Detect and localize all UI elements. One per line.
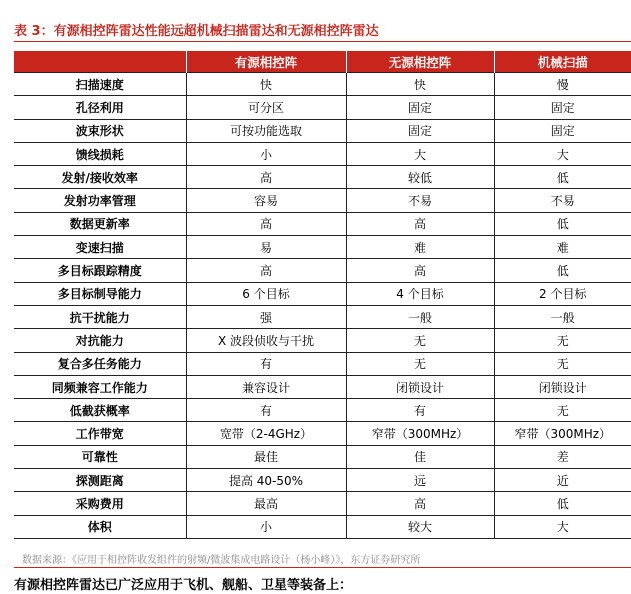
row-label: 可靠性	[14, 445, 186, 468]
cell-passive-array: 无	[346, 352, 494, 375]
table-row	[14, 212, 631, 235]
table-row	[14, 142, 631, 165]
cell-mechanical-scan: 不易	[494, 189, 631, 212]
caption-divider	[14, 41, 631, 42]
row-label: 采购费用	[14, 492, 186, 515]
table-row	[14, 119, 631, 142]
table-row	[14, 329, 631, 352]
cell-mechanical-scan: 2 个目标	[494, 282, 631, 305]
comparison-table	[14, 51, 631, 539]
table-row	[14, 189, 631, 212]
cell-passive-array: 无	[346, 329, 494, 352]
table-row	[14, 259, 631, 282]
cell-passive-array: 固定	[346, 119, 494, 142]
row-label: 多目标制导能力	[14, 282, 186, 305]
table-row	[14, 422, 631, 445]
table-header-row	[14, 51, 631, 73]
cell-passive-array: 较低	[346, 166, 494, 189]
cell-active-array: 最高	[186, 492, 346, 515]
row-label: 工作带宽	[14, 422, 186, 445]
header-cell-mechanical-scan: 机械扫描	[494, 51, 631, 73]
table-row	[14, 445, 631, 468]
cell-active-array: 快	[186, 73, 346, 96]
table-row	[14, 375, 631, 398]
table-row	[14, 96, 631, 119]
table-row	[14, 352, 631, 375]
cell-active-array: 高	[186, 259, 346, 282]
cell-active-array: 可分区	[186, 96, 346, 119]
cell-active-array: 有	[186, 352, 346, 375]
table-caption: 表 3：有源相控阵雷达性能远超机械扫描雷达和无源相控阵雷达	[14, 24, 379, 39]
row-label: 同频兼容工作能力	[14, 375, 186, 398]
row-label: 复合多任务能力	[14, 352, 186, 375]
cell-mechanical-scan: 近	[494, 469, 631, 492]
cell-active-array: X 波段侦收与干扰	[186, 329, 346, 352]
row-label: 变速扫描	[14, 236, 186, 259]
cell-active-array: 高	[186, 212, 346, 235]
row-label: 数据更新率	[14, 212, 186, 235]
cell-passive-array: 佳	[346, 445, 494, 468]
cell-mechanical-scan: 固定	[494, 119, 631, 142]
table-row	[14, 73, 631, 96]
cell-mechanical-scan: 慢	[494, 73, 631, 96]
row-label: 发射功率管理	[14, 189, 186, 212]
cell-passive-array: 高	[346, 492, 494, 515]
cell-mechanical-scan: 低	[494, 212, 631, 235]
cell-passive-array: 固定	[346, 96, 494, 119]
cell-mechanical-scan: 低	[494, 166, 631, 189]
row-label: 波束形状	[14, 119, 186, 142]
cell-active-array: 小	[186, 142, 346, 165]
table-row	[14, 399, 631, 422]
cell-mechanical-scan: 大	[494, 515, 631, 538]
source-divider	[14, 567, 631, 568]
table-row	[14, 515, 631, 538]
table-row	[14, 492, 631, 515]
cell-active-array: 有	[186, 399, 346, 422]
cell-active-array: 高	[186, 166, 346, 189]
row-label: 扫描速度	[14, 73, 186, 96]
cell-passive-array: 窄带（300MHz）	[346, 422, 494, 445]
header-cell-empty	[14, 51, 186, 73]
cell-passive-array: 闭锁设计	[346, 375, 494, 398]
row-label: 馈线损耗	[14, 142, 186, 165]
cell-passive-array: 4 个目标	[346, 282, 494, 305]
table-row	[14, 282, 631, 305]
cell-active-array: 容易	[186, 189, 346, 212]
row-label: 多目标跟踪精度	[14, 259, 186, 282]
cell-mechanical-scan: 一般	[494, 305, 631, 328]
cell-mechanical-scan: 窄带（300MHz）	[494, 422, 631, 445]
cell-passive-array: 不易	[346, 189, 494, 212]
header-cell-passive-array: 无源相控阵	[346, 51, 494, 73]
cell-mechanical-scan: 固定	[494, 96, 631, 119]
cell-passive-array: 一般	[346, 305, 494, 328]
cell-passive-array: 快	[346, 73, 494, 96]
cell-passive-array: 大	[346, 142, 494, 165]
cell-passive-array: 远	[346, 469, 494, 492]
cell-mechanical-scan: 差	[494, 445, 631, 468]
table-row	[14, 166, 631, 189]
cell-active-array: 易	[186, 236, 346, 259]
cell-mechanical-scan: 低	[494, 492, 631, 515]
cell-passive-array: 较大	[346, 515, 494, 538]
cell-active-array: 兼容设计	[186, 375, 346, 398]
cell-active-array: 6 个目标	[186, 282, 346, 305]
cell-active-array: 提高 40-50%	[186, 469, 346, 492]
cell-mechanical-scan: 闭锁设计	[494, 375, 631, 398]
cell-mechanical-scan: 无	[494, 329, 631, 352]
cell-active-array: 最佳	[186, 445, 346, 468]
cell-passive-array: 难	[346, 236, 494, 259]
cell-mechanical-scan: 大	[494, 142, 631, 165]
row-label: 对抗能力	[14, 329, 186, 352]
cell-passive-array: 高	[346, 259, 494, 282]
row-label: 抗干扰能力	[14, 305, 186, 328]
cell-active-array: 强	[186, 305, 346, 328]
row-label: 低截获概率	[14, 399, 186, 422]
row-label: 体积	[14, 515, 186, 538]
cell-mechanical-scan: 难	[494, 236, 631, 259]
row-label: 孔径利用	[14, 96, 186, 119]
cell-mechanical-scan: 无	[494, 399, 631, 422]
cell-active-array: 宽带（2-4GHz）	[186, 422, 346, 445]
cell-mechanical-scan: 无	[494, 352, 631, 375]
table-row	[14, 305, 631, 328]
cell-passive-array: 高	[346, 212, 494, 235]
table-row	[14, 236, 631, 259]
cell-mechanical-scan: 低	[494, 259, 631, 282]
header-cell-active-array: 有源相控阵	[186, 51, 346, 73]
row-label: 发射/接收效率	[14, 166, 186, 189]
cell-active-array: 小	[186, 515, 346, 538]
row-label: 探测距离	[14, 469, 186, 492]
source-note: 数据来源：《应用于相控阵收发组件的射频/微波集成电路设计（杨小峰）》，东方证券研究所	[22, 555, 421, 566]
table-row	[14, 469, 631, 492]
body-paragraph: 有源相控阵雷达已广泛应用于飞机、舰船、卫星等装备上：	[14, 578, 353, 593]
cell-active-array: 可按功能选取	[186, 119, 346, 142]
cell-passive-array: 有	[346, 399, 494, 422]
